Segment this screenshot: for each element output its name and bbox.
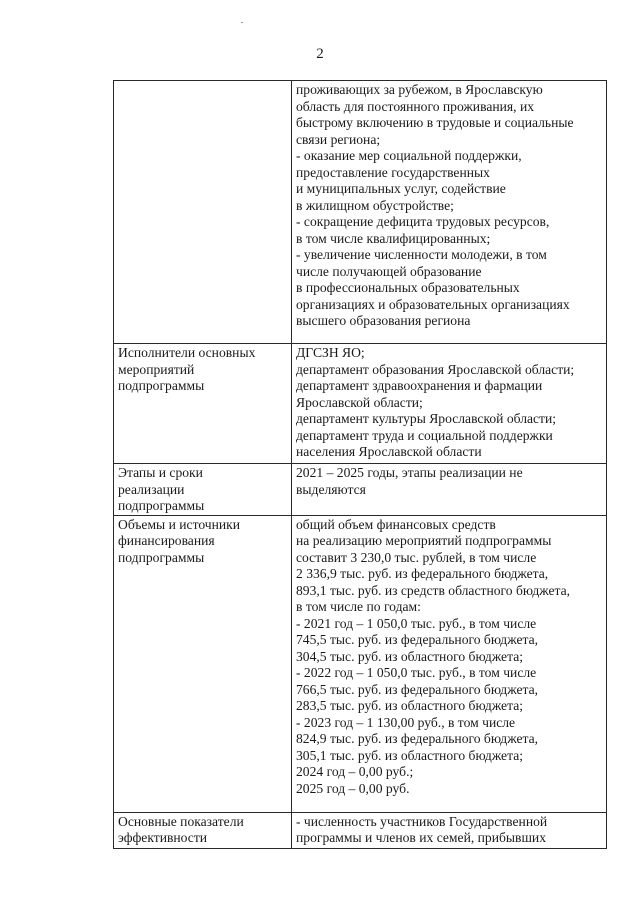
- text-line: 2021 – 2025 годы, этапы реализации не: [296, 465, 523, 480]
- text-line: высшего образования региона: [296, 313, 471, 328]
- text-line: департамент культуры Ярославской области;: [296, 411, 557, 426]
- text-line: подпрограммы: [118, 549, 205, 565]
- text-line: департамент образования Ярославской области;: [296, 361, 575, 377]
- text-line: 824,9 тыс. руб. из федерального бюджета,: [296, 731, 539, 746]
- text-line: 766,5 тыс. руб. из федерального бюджета,: [296, 681, 539, 697]
- text-line: реализации: [118, 481, 185, 497]
- table-row-continuation: [114, 81, 607, 344]
- value-cell-financing: [292, 515, 607, 812]
- text-line: общий объем финансовых средств: [296, 516, 496, 532]
- text-line: проживающих за рубежом, в Ярославскую: [296, 82, 543, 97]
- text-line: в профессиональных образовательных: [296, 280, 520, 295]
- text-line: на реализацию мероприятий подпрограммы: [296, 533, 552, 548]
- value-cell-indicators: [292, 812, 607, 848]
- text-line: программы и членов их семей, прибывших: [296, 830, 546, 845]
- table-row-financing: [114, 515, 607, 812]
- text-line: эффективности: [118, 830, 208, 845]
- text-line: Основные показатели: [118, 813, 244, 829]
- label-cell-stages: [114, 464, 292, 516]
- value-cell-executors: [292, 344, 607, 464]
- scan-speck: [241, 22, 243, 23]
- text-line: 745,5 тыс. руб. из федерального бюджета,: [296, 632, 539, 647]
- text-line: 283,5 тыс. руб. из областного бюджета;: [296, 698, 524, 713]
- text-line: 2 336,9 тыс. руб. из федерального бюджета,: [296, 566, 549, 581]
- text-line: - численность участников Государственной: [296, 813, 548, 829]
- value-cell-continuation: [292, 81, 607, 344]
- text-line: населения Ярославской области: [296, 444, 482, 459]
- text-line: - оказание мер социальной поддержки,: [296, 148, 522, 163]
- text-line: в том числе по годам:: [296, 599, 421, 614]
- text-line: быстрому включению в трудовые и социальные: [296, 115, 574, 130]
- text-line: - 2021 год – 1 050,0 тыс. руб., в том числе: [296, 615, 537, 631]
- text-line: 305,1 тыс. руб. из областного бюджета;: [296, 747, 524, 763]
- table-row-executors: [114, 344, 607, 464]
- text-line: 2025 год – 0,00 руб.: [296, 780, 410, 796]
- text-line: - 2022 год – 1 050,0 тыс. руб., в том числе: [296, 665, 537, 680]
- text-line: финансирования: [118, 533, 215, 548]
- text-line: департамент труда и социальной поддержки: [296, 427, 553, 443]
- text-line: Объемы и источники: [118, 516, 241, 532]
- table-row-indicators: [114, 812, 607, 848]
- text-line: в жилищном обустройстве;: [296, 197, 454, 213]
- text-line: область для постоянного проживания, их: [296, 98, 535, 114]
- label-cell-empty: [114, 81, 292, 344]
- text-line: числе получающей образование: [296, 263, 482, 279]
- text-line: ДГСЗН ЯО;: [296, 345, 365, 360]
- text-line: мероприятий: [118, 361, 195, 377]
- label-cell-financing: [114, 515, 292, 812]
- text-line: организациях и образовательных организациях: [296, 296, 570, 312]
- text-line: департамент здравоохранения и фармации: [296, 378, 543, 393]
- text-line: 893,1 тыс. руб. из средств областного бюджета,: [296, 582, 571, 598]
- text-line: составит 3 230,0 тыс. рублей, в том числе: [296, 549, 537, 565]
- text-line: Ярославской области;: [296, 394, 423, 410]
- text-line: предоставление государственных: [296, 164, 490, 180]
- text-line: - 2023 год – 1 130,00 руб., в том числе: [296, 714, 516, 730]
- value-cell-stages: [292, 464, 607, 516]
- page-number: 2: [316, 46, 324, 62]
- text-line: 2024 год – 0,00 руб.;: [296, 764, 414, 779]
- text-line: подпрограммы: [118, 498, 205, 513]
- text-line: и муниципальных услуг, содействие: [296, 181, 506, 196]
- text-line: Этапы и сроки: [118, 465, 203, 480]
- label-cell-indicators: [114, 812, 292, 848]
- text-line: - сокращение дефицита трудовых ресурсов,: [296, 214, 550, 229]
- text-line: связи региона;: [296, 131, 381, 147]
- text-line: Исполнители основных: [118, 345, 256, 360]
- text-line: в том числе квалифицированных;: [296, 230, 491, 246]
- text-line: - увеличение численности молодежи, в том: [296, 247, 547, 262]
- label-cell-executors: [114, 344, 292, 464]
- table-row-stages: [114, 464, 607, 516]
- text-line: выделяются: [296, 481, 366, 497]
- text-line: 304,5 тыс. руб. из областного бюджета;: [296, 648, 524, 664]
- subprogram-passport-table: [113, 80, 607, 849]
- text-line: подпрограммы: [118, 378, 205, 393]
